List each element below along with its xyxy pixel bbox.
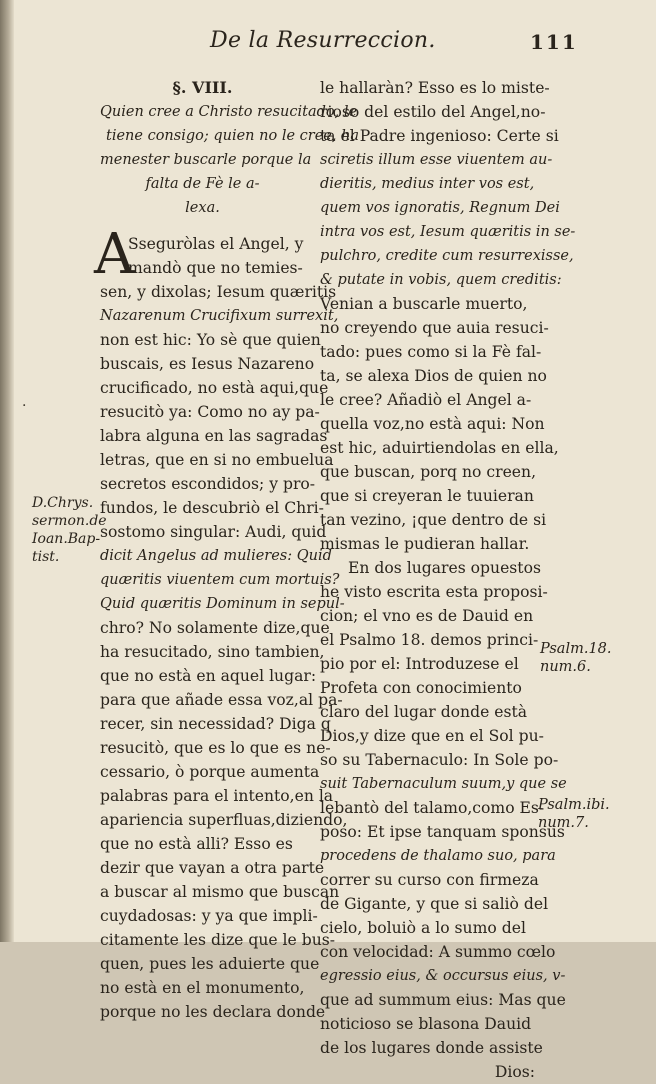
text-line: le cree? Añadiò el Angel a- [320, 391, 532, 409]
text-line: tado: pues como si la Fè fal- [320, 343, 542, 361]
text-line: dezir que vayan a otra parte [100, 859, 325, 877]
margin-note-psalm-18: Psalm.18. num.6. [540, 641, 612, 675]
text-line: labra alguna en las sagradas [100, 427, 328, 445]
catchword: Dios: [494, 1063, 535, 1081]
text-line: mismas le pudieran hallar. [320, 535, 530, 553]
text-line: de los lugares donde assiste [320, 1039, 543, 1057]
text-line: recer, sin necessidad? Diga q [100, 715, 331, 733]
text-line: Profeta con conocimiento [320, 679, 522, 697]
text-line: citamente les dize que le bus- [100, 931, 336, 949]
section-heading: §. VIII. [172, 78, 233, 97]
text-line: egressio eius, & occursus eius, v- [320, 968, 566, 984]
text-line: non est hic: Yo sè que quien [100, 331, 321, 349]
text-line: quen, pues les aduierte que [100, 955, 320, 973]
text-line: palabras para el intento,en la [100, 787, 334, 805]
text-line: buscais, es Iesus Nazareno [100, 355, 315, 373]
text-line: fundos, le descubriò el Chri- [100, 499, 324, 517]
text-line: que no està en aquel lugar: [100, 667, 317, 685]
text-line: letras, que en si no embuelua [100, 451, 334, 469]
text-line: quem vos ignoratis, Regnum Dei [320, 200, 560, 216]
text-line: cion; el vno es de Dauid en [320, 607, 534, 625]
text-line: & putate in vobis, quem creditis: [320, 272, 562, 288]
text-line: pio por el: Introduzese el [320, 655, 519, 673]
body-paragraph [94, 222, 348, 1024]
text-line: quella voz,no està aqui: Non [320, 415, 545, 433]
text-line: claro del lugar donde està [320, 703, 528, 721]
text-line: chro? No solamente dize,que [100, 619, 330, 637]
page-gutter [0, 0, 14, 942]
stray-mark: · [22, 398, 27, 414]
text-line: cessario, ò porque aumenta [100, 763, 320, 781]
text-line: cuydadosas: y ya que impli- [100, 907, 318, 925]
text-line: de Gigante, y que si saliò del [320, 895, 549, 913]
text-line: Venian a buscarle muerto, [320, 295, 528, 313]
text-line: procedens de thalamo suo, para [320, 848, 556, 864]
epigraph-line: falta de Fè le a- [145, 176, 260, 192]
text-line: correr su curso con firmeza [320, 871, 539, 889]
left-column [94, 76, 360, 1024]
text-line: so su Tabernaculo: In Sole po- [320, 751, 559, 769]
text-line: Nazarenum Crucifixum surrexit, [100, 308, 339, 324]
text-line: quæritis viuentem cum mortuis? [100, 572, 340, 588]
text-line: resucitò ya: Como no ay pa- [100, 403, 320, 421]
epigraph-line: menester buscarle porque la [100, 152, 312, 168]
text-line: sen, y dixolas; Iesum quæritis [100, 283, 337, 301]
text-line: ta el Padre ingenioso: Certe si [320, 127, 559, 145]
page-header [0, 28, 656, 58]
text-line: lebantò del talamo,como Es- [320, 799, 545, 817]
text-line: ta, se alexa Dios de quien no [320, 367, 547, 385]
text-line: rioso del estilo del Angel,no- [320, 103, 546, 121]
text-line: sciretis illum esse viuentem au- [320, 152, 553, 168]
text-line: noticioso se blasona Dauid [320, 1015, 532, 1033]
text-line: est hic, aduirtiendolas en ella, [320, 439, 559, 457]
text-line: cielo, boluiò a lo sumo del [320, 919, 526, 937]
folio-number: 111 [530, 30, 578, 54]
text-line: sostomo singular: Audi, quid [100, 523, 327, 541]
text-line: poso: Et ipse tanquam sponsus [320, 823, 565, 841]
text-line: para que añade essa voz,al pa- [100, 691, 343, 709]
epigraph-line: Quien cree a Christo resucitado, le [100, 104, 358, 120]
text-line: Dios,y dize que en el Sol pu- [320, 727, 544, 745]
text-line: Quid quæritis Dominum in sepul- [100, 596, 345, 612]
text-line: he visto escrita esta proposi- [320, 583, 548, 601]
text-line: que ad summum eius: Mas que [320, 991, 566, 1009]
margin-note-psalm-ibi: Psalm.ibi. num.7. [538, 797, 610, 831]
text-line: ha resucitado, sino tambien, [100, 643, 325, 661]
epigraph-line: lexa. [185, 200, 220, 216]
text-line: intra vos est, Iesum quæritis in se- [320, 224, 576, 240]
text-line: le hallaràn? Esso es lo miste- [320, 79, 550, 97]
text-line: pulchro, credite cum resurrexisse, [320, 248, 574, 264]
text-line: secretos escondidos; y pro- [100, 475, 316, 493]
text-line: porque no les declara donde [100, 1003, 326, 1021]
text-line: dieritis, medius inter vos est, [320, 176, 535, 192]
text-line: tan vezino, ¡que dentro de si [320, 511, 547, 529]
text-line: Sseguròlas el Angel, y [128, 235, 304, 253]
text-line: no creyendo que auia resuci- [320, 319, 549, 337]
text-line: dicit Angelus ad mulieres: Quid [100, 548, 332, 564]
drop-cap: A [94, 222, 135, 287]
text-line: suit Tabernaculum suum,y que se [320, 776, 567, 792]
text-line: mandò que no temies- [128, 259, 303, 277]
text-line: no està en el monumento, [100, 979, 305, 997]
text-line: crucificado, no està aqui,que [100, 379, 329, 397]
text-line: que si creyeran le tuuieran [320, 487, 534, 505]
running-title: De la Resurreccion. [210, 28, 436, 53]
text-line: con velocidad: A summo cœlo [320, 943, 556, 961]
text-line: el Psalmo 18. demos princi- [320, 631, 539, 649]
text-line: a buscar al mismo que buscan [100, 883, 340, 901]
text-line: resucitò, que es lo que es ne- [100, 739, 331, 757]
epigraph-line: tiene consigo; quien no le cree, ha [106, 128, 360, 144]
text-line: apariencia superfluas,diziendo, [100, 811, 348, 829]
text-line: En dos lugares opuestos [348, 559, 541, 577]
text-line: que no està alli? Esso es [100, 835, 293, 853]
text-line: que buscan, porq no creen, [320, 463, 537, 481]
margin-note-chrysostom: D.Chrys. sermon.de Ioan.Bap- tist. [32, 495, 107, 565]
